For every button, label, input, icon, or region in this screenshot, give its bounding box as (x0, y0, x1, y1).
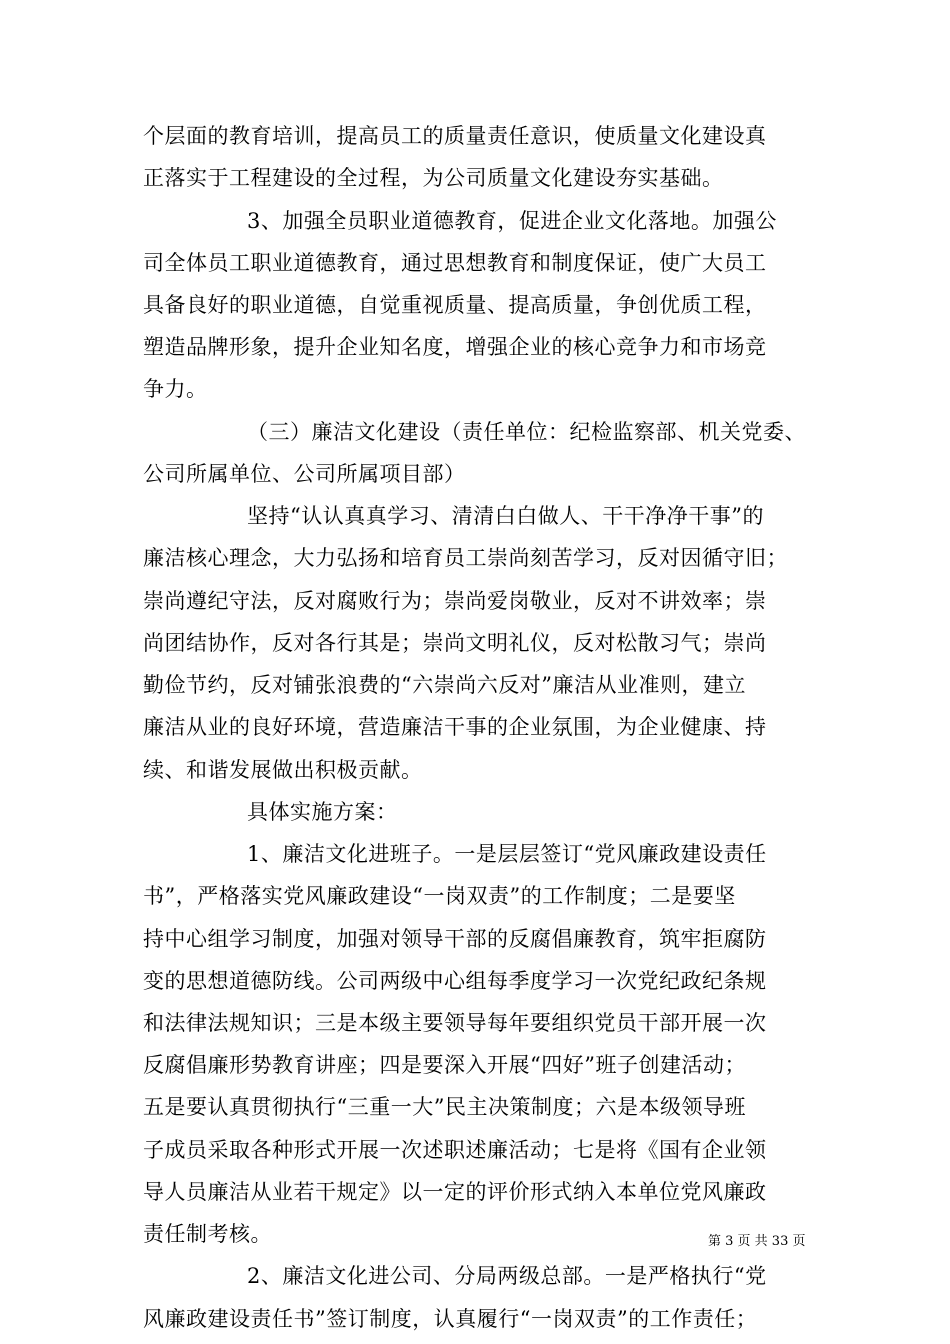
text-line: 变的思想道德防线。公司两级中心组每季度学习一次党纪政纪条规 (143, 969, 767, 993)
text-line: 具备良好的职业道德，自觉重视质量、提高质量，争创优质工程， (143, 293, 767, 317)
text-line: 尚团结协作，反对各行其是；崇尚文明礼仪，反对松散习气；崇尚 (143, 631, 767, 655)
text-line: 导人员廉洁从业若干规定》以一定的评价形式纳入本单位党风廉政 (143, 1180, 767, 1204)
text-line: 责任制考核。 (143, 1222, 272, 1246)
text-line: 崇尚遵纪守法，反对腐败行为；崇尚爱岗敬业，反对不讲效率；崇 (143, 589, 767, 613)
text-line: 续、和谐发展做出积极贡献。 (143, 758, 423, 782)
text-line: 个层面的教育培训，提高员工的质量责任意识，使质量文化建设真 (143, 124, 767, 148)
text-line: 3、加强全员职业道德教育，促进企业文化落地。加强公 (247, 209, 777, 233)
text-line: 司全体员工职业道德教育，通过思想教育和制度保证，使广大员工 (143, 251, 767, 275)
text-line: 反腐倡廉形势教育讲座；四是要深入开展“四好”班子创建活动； (143, 1053, 746, 1077)
text-line: 风廉政建设责任书”签订制度，认真履行“一岗双责”的工作责任； (143, 1307, 758, 1331)
text-line: 书”，严格落实党风廉政建设“一岗双责”的工作制度；二是要坚 (143, 884, 736, 908)
text-line: 正落实于工程建设的全过程，为公司质量文化建设夯实基础。 (143, 166, 724, 190)
text-line: 1、廉洁文化进班子。一是层层签订“党风廉政建设责任 (247, 842, 767, 866)
page-number-footer: 第 3 页 共 33 页 (708, 1234, 806, 1249)
text-line: 2、廉洁文化进公司、分局两级总部。一是严格执行“党 (247, 1264, 767, 1288)
text-line: 和法律法规知识；三是本级主要领导每年要组织党员干部开展一次 (143, 1011, 767, 1035)
text-line: 五是要认真贯彻执行“三重一大”民主决策制度；六是本级领导班 (143, 1095, 746, 1119)
text-line: （三）廉洁文化建设（责任单位：纪检监察部、机关党委、 (247, 420, 806, 444)
text-line: 争力。 (143, 377, 208, 401)
text-line: 坚持“认认真真学习、清清白白做人、干干净净干事”的 (247, 504, 764, 528)
text-line: 塑造品牌形象，提升企业知名度，增强企业的核心竞争力和市场竞 (143, 335, 767, 359)
text-line: 子成员采取各种形式开展一次述职述廉活动；七是将《国有企业领 (143, 1138, 767, 1162)
text-line: 廉洁从业的良好环境，营造廉洁干事的企业氛围，为企业健康、持 (143, 715, 767, 739)
text-line: 具体实施方案： (247, 800, 398, 824)
text-line: 持中心组学习制度，加强对领导干部的反腐倡廉教育，筑牢拒腐防 (143, 927, 767, 951)
text-line: 勤俭节约，反对铺张浪费的“六崇尚六反对”廉洁从业准则，建立 (143, 673, 746, 697)
text-line: 公司所属单位、公司所属项目部） (143, 462, 466, 486)
text-line: 廉洁核心理念，大力弘扬和培育员工崇尚刻苦学习，反对因循守旧； (143, 546, 788, 570)
